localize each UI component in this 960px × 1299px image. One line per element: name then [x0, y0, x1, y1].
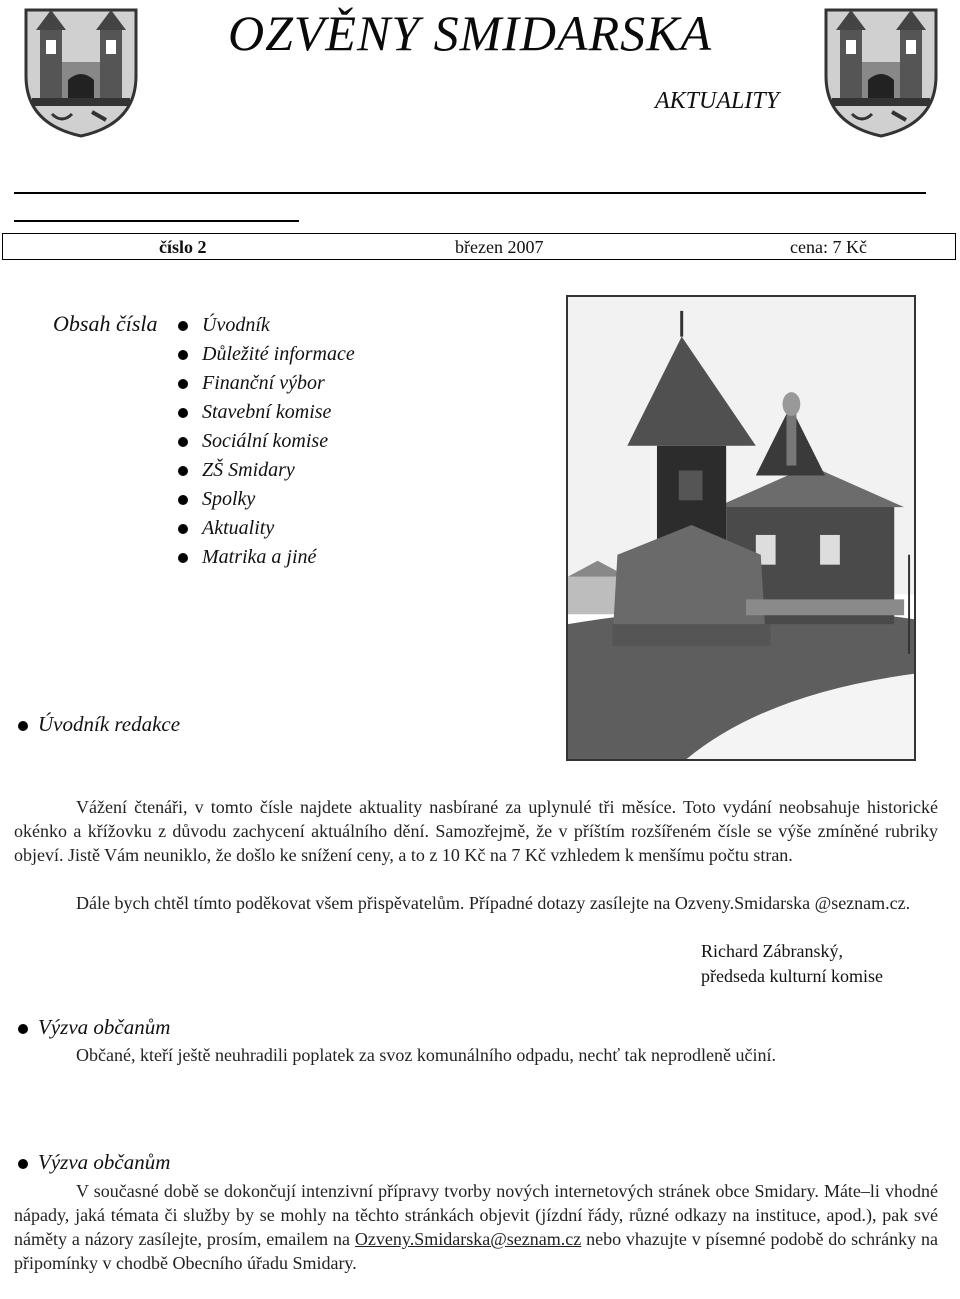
signature-role: předseda kulturní komise: [701, 966, 883, 986]
toc-item: ZŠ Smidary: [178, 456, 355, 485]
toc-item: Matrika a jiné: [178, 543, 355, 572]
toc-item: Sociální komise: [178, 427, 355, 456]
toc-label: Obsah čísla: [53, 311, 158, 336]
header-rule-short: [14, 220, 299, 222]
toc-item: Důležité informace: [178, 340, 355, 369]
masthead-title: OZVĚNY SMIDARSKA: [227, 5, 713, 61]
issue-date: březen 2007: [455, 237, 544, 257]
issue-info-bar: [2, 233, 956, 260]
appeal-1-heading: Výzva občanům: [18, 1015, 170, 1040]
bullet-icon: [178, 408, 188, 418]
appeal-1-text: Občané, kteří ještě neuhradili poplatek za svoz komunálního odpadu, nechť tak neprodleně učiní.: [76, 1045, 776, 1065]
bullet-icon: [178, 379, 188, 389]
bullet-icon: [178, 466, 188, 476]
email-link[interactable]: Ozveny.Smidarska@seznam.cz: [354, 1229, 582, 1249]
editorial-paragraph-2: Dále bych chtěl tímto poděkovat všem přispěvatelům. Případné dotazy zasílejte na Ozveny.Smidarska @seznam.cz.: [76, 893, 911, 913]
bullet-icon: [178, 350, 188, 360]
church-photo: [566, 295, 916, 761]
toc-item: Stavební komise: [178, 398, 355, 427]
bullet-icon: [18, 1024, 28, 1034]
bullet-icon: [178, 437, 188, 447]
table-of-contents: [178, 311, 355, 572]
appeal-2-text: V současné době se dokončují intenzivní přípravy tvorby nových internetových stránek obce Smidary. Máte–li vhodné nápady, jaká témata či služby by se mohly na těchto stránkách objevit (jízdní řády, různé odkazy na instituce, apod.), pak své náměty a názory zasílejte, prosím, emailem na Ozveny.Smidarska@seznam.cz nebo vhazujte v písemné podobě do schránky na připomínky v chodbě Obecního úřadu Smidary.: [14, 1181, 938, 1273]
toc-item: Finanční výbor: [178, 369, 355, 398]
issue-number: číslo 2: [159, 237, 207, 257]
bullet-icon: [178, 321, 188, 331]
bullet-icon: [178, 553, 188, 563]
issue-price: cena: 7 Kč: [790, 237, 867, 257]
toc-item: Aktuality: [178, 514, 355, 543]
header-rule: [14, 192, 926, 194]
editorial-paragraph-1: Vážení čtenáři, v tomto čísle najdete aktuality nasbírané za uplynulé tři měsíce. Toto vydání neobsahuje historické okénko a křížovku z důvodu zachycení aktuálního dění. Samozřejmě, že v příštím rozšířeném čísle se výše zmíněné rubriky objeví. Jistě Vám neuniklo, že došlo ke snížení ceny, a to z 10 Kč na 7 Kč vzhledem k menšímu počtu stran.: [14, 797, 938, 865]
signature-name: Richard Zábranský,: [701, 941, 843, 961]
toc-item: Úvodník: [178, 311, 355, 340]
bullet-icon: [18, 721, 28, 731]
appeal-2-heading: Výzva občanům: [18, 1150, 170, 1175]
toc-item: Spolky: [178, 485, 355, 514]
bullet-icon: [178, 495, 188, 505]
editorial-heading: Úvodník redakce: [18, 712, 180, 737]
masthead-subtitle: AKTUALITY: [655, 88, 780, 114]
bullet-icon: [18, 1159, 28, 1169]
bullet-icon: [178, 524, 188, 534]
